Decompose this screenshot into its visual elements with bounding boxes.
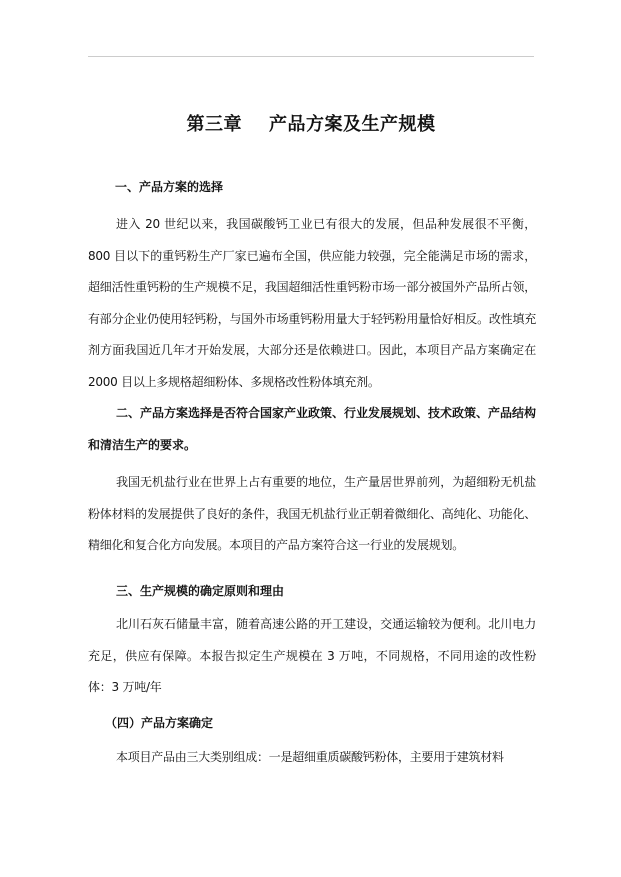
- chapter-title: 第三章 产品方案及生产规模: [186, 114, 436, 135]
- section-4-paragraph: 本项目产品由三大类别组成：一是超细重质碳酸钙粉体，主要用于建筑材料: [116, 750, 504, 764]
- section-heading-3: 三、生产规模的确定原则和理由: [116, 583, 285, 598]
- section-heading-1: 一、产品方案的选择: [115, 180, 224, 194]
- section-2-paragraph: 我国无机盐行业在世界上占有重要的地位，生产量居世界前列，为超细粉无机盐粉体材料的发展提供了良好的条件，我国无机盐行业正朝着微细化、高纯化、功能化、精细化和复合化方向发展。本项目的产品方案符合这一行业的发展规划。: [88, 475, 536, 552]
- section-heading-2: 二、产品方案选择是否符合国家产业政策、行业发展规划、技术政策、产品结构和清洁生产的要求。: [88, 406, 537, 452]
- section-1-paragraph: 进入 20 世纪以来，我国碳酸钙工业已有很大的发展，但品种发展很不平衡，800 目以下的重钙粉生产厂家已遍布全国，供应能力较强，完全能满足市场的需求，超细活性重钙粉的生产规模不足，我国超细活性重钙粉市场一部分被国外产品所占领，有部分企业仍使用轻钙粉，与国外市场重钙粉用量大于轻钙粉用量恰好相反。改性填充剂方面我国近几年才开始发展，大部分还是依赖进口。因此，本项目产品方案确定在 2000 目以上多规格超细粉体、多规格改性粉体填充剂。: [88, 217, 536, 389]
- header-rule: [88, 56, 534, 57]
- section-3-paragraph: 北川石灰石储量丰富，随着高速公路的开工建设，交通运输较为便利。北川电力充足，供应有保障。本报告拟定生产规模在 3 万吨，不同规格，不同用途的改性粉体：3 万吨/年: [88, 617, 536, 694]
- document-body: [88, 175, 536, 774]
- section-heading-4: （四）产品方案确定: [105, 715, 214, 730]
